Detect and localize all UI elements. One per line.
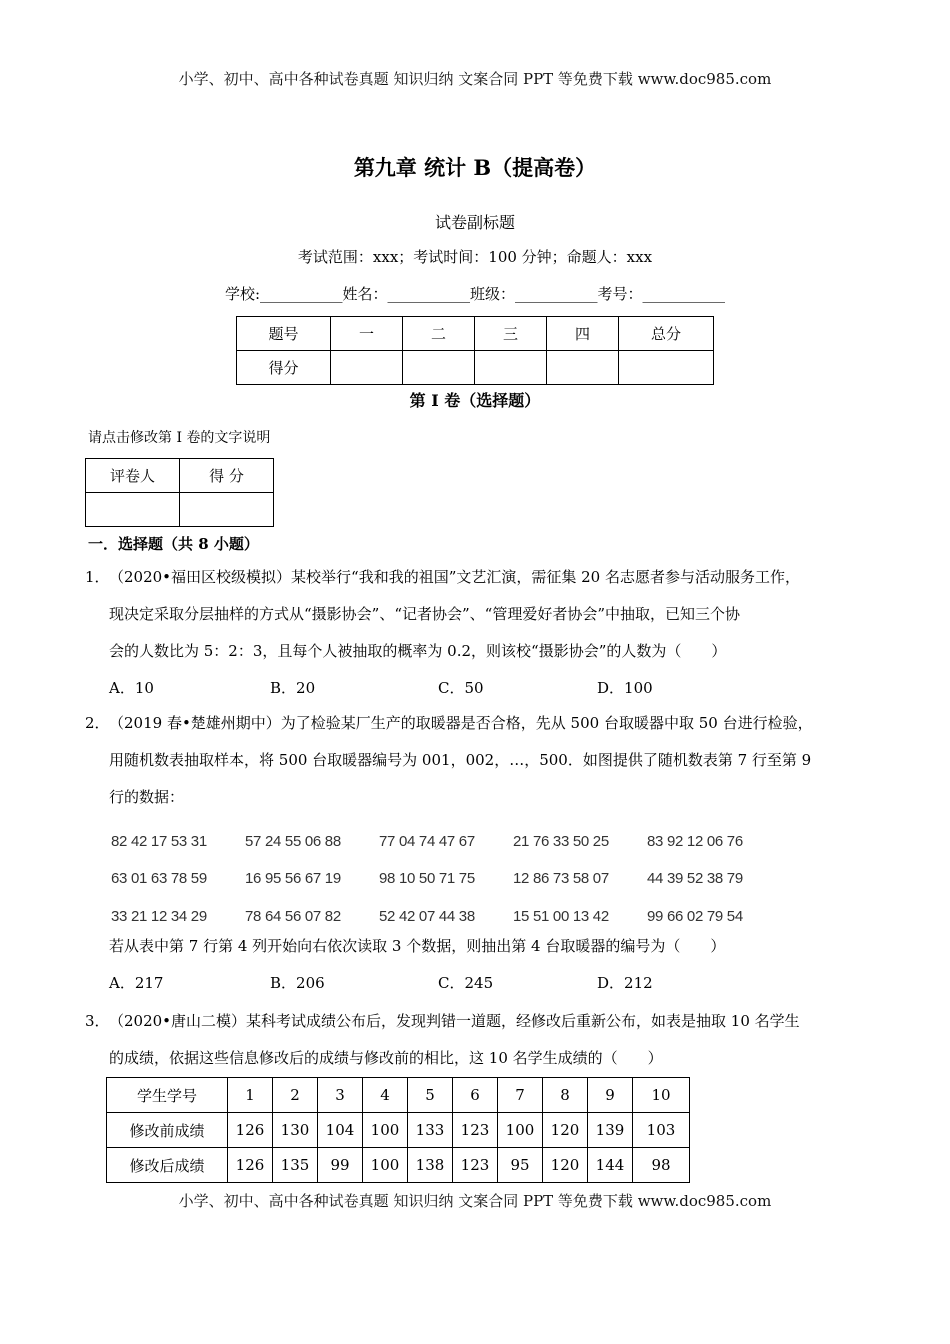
random-number-group: 78 64 56 07 82 — [245, 908, 341, 925]
score-cell — [475, 351, 547, 385]
table-cell: 100 — [498, 1113, 543, 1148]
random-number-group: 15 51 00 13 42 — [513, 908, 609, 925]
option-d: D．100 — [597, 679, 653, 697]
question-text: 行的数据： — [109, 788, 185, 806]
option-b: B．20 — [270, 679, 316, 697]
table-cell: 98 — [633, 1148, 690, 1183]
option-d: D．212 — [597, 974, 653, 992]
question-2 — [85, 705, 885, 1005]
table-row — [107, 1148, 690, 1183]
exam-subtitle: 试卷副标题 — [434, 213, 515, 232]
question-number: 3． — [85, 1012, 110, 1030]
table-cell: 144 — [588, 1148, 633, 1183]
score-header-cell: 四 — [547, 317, 619, 351]
grader-table — [85, 458, 274, 527]
table-cell: 104 — [318, 1113, 363, 1148]
random-number-group: 33 21 12 34 29 — [111, 908, 207, 925]
score-cell — [619, 351, 714, 385]
score-cell — [331, 351, 403, 385]
question-number: 1． — [85, 568, 110, 586]
random-number-group: 98 10 50 71 75 — [379, 870, 475, 887]
grader-label: 评卷人 — [86, 459, 180, 493]
option-a: A．10 — [109, 679, 154, 697]
option-a: A．217 — [109, 974, 164, 992]
table-cell: 103 — [633, 1113, 690, 1148]
random-number-group: 57 24 55 06 88 — [245, 833, 341, 850]
question-number: 2． — [85, 714, 110, 732]
question-text: 若从表中第 7 行第 4 列开始向右依次读取 3 个数据，则抽出第 4 台取暖器的编号为（ ） — [109, 937, 726, 955]
table-cell: 学生学号 — [107, 1078, 228, 1113]
question-text: 会的人数比为 5：2：3，且每个人被抽取的概率为 0.2，则该校“摄影协会”的人数为（ ） — [109, 642, 727, 660]
table-cell: 130 — [273, 1113, 318, 1148]
question-text: （2020•福田区校级模拟）某校举行“我和我的祖国”文艺汇演，需征集 20 名志愿者参与活动服务工作， — [109, 568, 800, 586]
table-cell: 3 — [318, 1078, 363, 1113]
table-cell: 99 — [318, 1148, 363, 1183]
random-number-table — [111, 815, 771, 925]
table-cell: 100 — [363, 1148, 408, 1183]
exam-title: 第九章 统计 B（提高卷） — [353, 155, 597, 180]
score-cell — [547, 351, 619, 385]
page-footer: 小学、初中、高中各种试卷真题 知识归纳 文案合同 PPT 等免费下载 www.doc985.com — [178, 1192, 772, 1210]
random-number-group: 99 66 02 79 54 — [647, 908, 743, 925]
grades-table — [106, 1077, 690, 1183]
score-header-cell: 总分 — [619, 317, 714, 351]
question-text: 的成绩，依据这些信息修改后的成绩与修改前的相比，这 10 名学生成绩的（ ） — [109, 1049, 663, 1067]
table-cell: 5 — [408, 1078, 453, 1113]
random-number-group: 82 42 17 53 31 — [111, 833, 207, 850]
exam-scope: 考试范围：xxx；考试时间：100 分钟；命题人：xxx — [297, 248, 653, 266]
table-cell: 138 — [408, 1148, 453, 1183]
table-cell: 95 — [498, 1148, 543, 1183]
option-c: C．50 — [438, 679, 484, 697]
question-3 — [85, 1003, 885, 1077]
score-header-cell: 题号 — [237, 317, 331, 351]
table-cell: 123 — [453, 1113, 498, 1148]
table-cell: 4 — [363, 1078, 408, 1113]
random-number-group: 21 76 33 50 25 — [513, 833, 609, 850]
question-text: （2020•唐山二模）某科考试成绩公布后，发现判错一道题，经修改后重新公布，如表是抽取 10 名学生 — [109, 1012, 800, 1030]
table-cell: 123 — [453, 1148, 498, 1183]
grader-cell — [86, 493, 180, 527]
section-note: 请点击修改第 I 卷的文字说明 — [88, 430, 271, 446]
question-text: 用随机数表抽取样本，将 500 台取暖器编号为 001，002，…，500．如图提供了随机数表第 7 行至第 9 — [109, 751, 812, 769]
student-info-line: 学校:___________姓名：___________班级：___________考号：___________ — [224, 285, 726, 303]
score-cell — [403, 351, 475, 385]
table-cell: 修改后成绩 — [107, 1148, 228, 1183]
table-cell: 139 — [588, 1113, 633, 1148]
table-cell: 126 — [228, 1148, 273, 1183]
random-number-group: 52 42 07 44 38 — [379, 908, 475, 925]
question-text: 现决定采取分层抽样的方式从“摄影协会”、“记者协会”、“管理爱好者协会”中抽取，已知三个协 — [109, 605, 741, 623]
question-text: （2019 春•楚雄州期中）为了检验某厂生产的取暖器是否合格，先从 500 台取暖器中取 50 台进行检验， — [109, 714, 813, 732]
option-b: B．206 — [270, 974, 325, 992]
table-cell: 修改前成绩 — [107, 1113, 228, 1148]
table-cell: 6 — [453, 1078, 498, 1113]
table-cell: 8 — [543, 1078, 588, 1113]
question-1 — [85, 559, 885, 709]
table-cell: 126 — [228, 1113, 273, 1148]
table-cell: 135 — [273, 1148, 318, 1183]
score-header-cell: 二 — [403, 317, 475, 351]
grader-score-cell — [180, 493, 274, 527]
random-number-group: 77 04 74 47 67 — [379, 833, 475, 850]
random-number-group: 63 01 63 78 59 — [111, 870, 207, 887]
table-cell: 2 — [273, 1078, 318, 1113]
page-header: 小学、初中、高中各种试卷真题 知识归纳 文案合同 PPT 等免费下载 www.doc985.com — [178, 70, 772, 88]
table-cell: 10 — [633, 1078, 690, 1113]
random-number-group: 44 39 52 38 79 — [647, 870, 743, 887]
table-cell: 1 — [228, 1078, 273, 1113]
section-title: 第 I 卷（选择题） — [409, 391, 541, 410]
score-header-cell: 一 — [331, 317, 403, 351]
random-number-group: 12 86 73 58 07 — [513, 870, 609, 887]
table-cell: 9 — [588, 1078, 633, 1113]
table-row — [107, 1078, 690, 1113]
table-cell: 120 — [543, 1113, 588, 1148]
random-number-group: 83 92 12 06 76 — [647, 833, 743, 850]
score-label: 得 分 — [180, 459, 274, 493]
score-table — [236, 316, 714, 385]
option-c: C．245 — [438, 974, 494, 992]
table-cell: 7 — [498, 1078, 543, 1113]
score-row-label: 得分 — [237, 351, 331, 385]
table-row — [107, 1113, 690, 1148]
table-cell: 120 — [543, 1148, 588, 1183]
random-number-group: 16 95 56 67 19 — [245, 870, 341, 887]
score-header-cell: 三 — [475, 317, 547, 351]
table-cell: 133 — [408, 1113, 453, 1148]
table-cell: 100 — [363, 1113, 408, 1148]
question-type-heading: 一．选择题（共 8 小题） — [88, 535, 259, 553]
